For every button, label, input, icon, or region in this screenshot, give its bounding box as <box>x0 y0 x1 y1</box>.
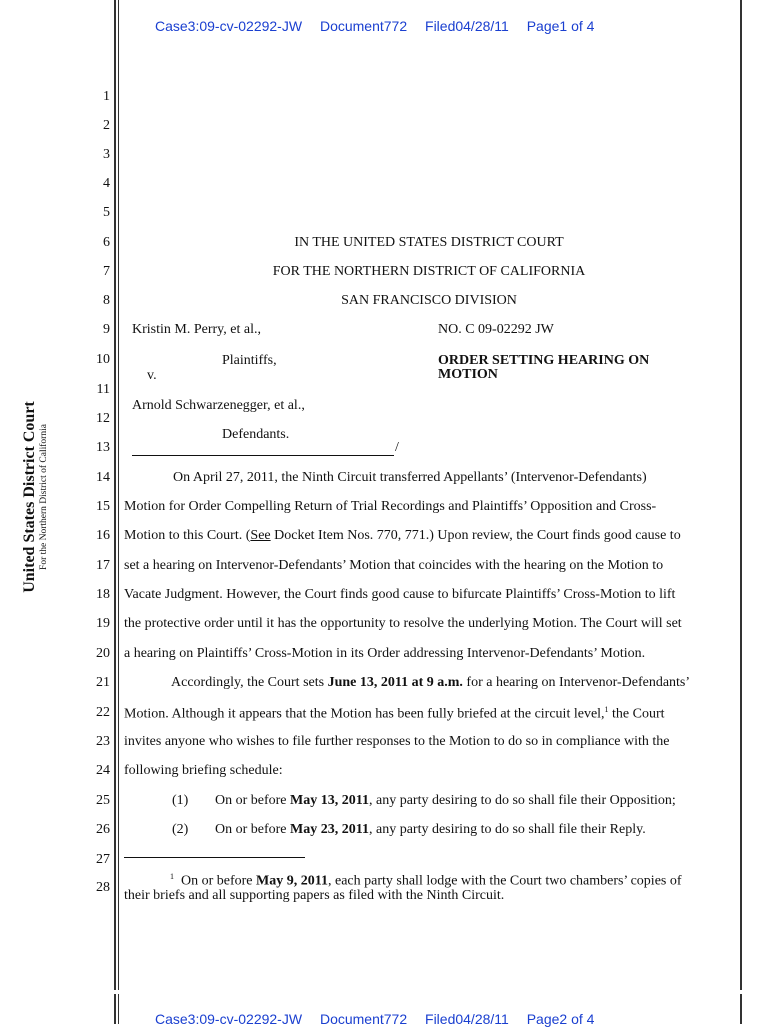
footnote-line-1 <box>170 872 682 890</box>
line-number: 25 <box>96 793 110 808</box>
line-number: 28 <box>96 880 110 895</box>
page-break <box>0 990 768 994</box>
body-line-18: Vacate Judgment. However, the Court finds good cause to bifurcate Plaintiffs’ Cross-Motion to lift <box>124 587 676 602</box>
ecf-header <box>155 18 608 34</box>
left-margin-rule-inner <box>118 0 119 1024</box>
body-line-15: Motion for Order Compelling Return of Trial Recordings and Plaintiffs’ Opposition and Cross- <box>124 499 657 514</box>
line-number: 13 <box>96 440 110 455</box>
body-line-14: On April 27, 2011, the Ninth Circuit transferred Appellants’ (Intervenor-Defendants) <box>173 470 647 485</box>
text-span: Accordingly, the Court sets <box>171 675 328 690</box>
sidebar-subtitle: For the Northern District of California <box>39 424 49 570</box>
text-span: Motion. Although it appears that the Motion has been fully briefed at the circuit level, <box>124 706 605 722</box>
body-line-20: a hearing on Plaintiffs’ Cross-Motion in its Order addressing Intervenor-Defendants’ Motion. <box>124 646 646 661</box>
schedule-item-2 <box>215 822 646 838</box>
text-span: Motion to this Court. ( <box>124 528 251 543</box>
plaintiffs-label: Plaintiffs, <box>222 353 277 368</box>
line-number: 27 <box>96 852 110 867</box>
line-number: 15 <box>96 499 110 514</box>
schedule-item-1-number: (1) <box>172 793 189 808</box>
header-case-number: Case3:09-cv-02292-JW <box>155 18 303 34</box>
text-span: for a hearing on Intervenor-Defendants’ <box>462 675 691 690</box>
left-margin-rule <box>114 0 116 1024</box>
ecf-header-page-2 <box>155 1011 608 1027</box>
line-number: 20 <box>96 646 110 661</box>
footnote-number: 1 <box>170 872 174 881</box>
defendant-name: Arnold Schwarzenegger, et al., <box>132 398 305 413</box>
line-number: 5 <box>103 205 110 220</box>
text-span: the Court <box>608 706 665 722</box>
line-number: 1 <box>103 89 110 104</box>
text-span: Docket Item Nos. 770, 771.) Upon review, the Court finds good cause to <box>270 528 681 543</box>
line-number: 23 <box>96 734 110 749</box>
see-signal: See <box>250 528 271 543</box>
schedule-item-2-number: (2) <box>172 822 189 837</box>
versus: v. <box>147 368 157 383</box>
lodging-date: May 9, 2011 <box>256 873 328 889</box>
header-filed: Filed04/28/11 <box>425 18 509 34</box>
header-document: Document772 <box>319 18 408 34</box>
line-number: 10 <box>96 352 110 367</box>
line-number: 21 <box>96 675 110 690</box>
text-span: On or before <box>215 822 291 837</box>
header-page: Page1 of 4 <box>526 18 595 34</box>
right-margin-rule <box>740 0 742 1024</box>
caption-underline <box>132 455 394 456</box>
line-number: 8 <box>103 293 110 308</box>
opposition-date: May 13, 2011 <box>290 793 369 808</box>
line-number: 9 <box>103 322 110 337</box>
line-number: 14 <box>96 470 110 485</box>
line-number: 18 <box>96 587 110 602</box>
header-page: Page2 of 4 <box>526 1011 595 1027</box>
body-line-22 <box>124 705 665 723</box>
line-number: 19 <box>96 616 110 631</box>
line-number: 6 <box>103 235 110 250</box>
line-number: 17 <box>96 558 110 573</box>
sidebar-title: United States District Court <box>21 401 38 593</box>
plaintiff-name: Kristin M. Perry, et al., <box>132 322 261 337</box>
text-span: , any party desiring to do so shall file their Opposition; <box>368 793 676 808</box>
body-line-21 <box>171 675 690 691</box>
line-number: 12 <box>96 411 110 426</box>
footnote-line-2: their briefs and all supporting papers as filed with the Ninth Circuit. <box>124 888 505 903</box>
footnote-separator <box>124 857 305 858</box>
body-line-23: invites anyone who wishes to file further responses to the Motion to do so in compliance with the <box>124 734 670 749</box>
court-division: SAN FRANCISCO DIVISION <box>341 293 517 308</box>
line-number: 11 <box>96 382 110 397</box>
defendants-label: Defendants. <box>222 427 290 442</box>
body-line-16 <box>124 528 681 544</box>
order-title-cont: MOTION <box>438 367 498 382</box>
schedule-item-1 <box>215 793 676 809</box>
court-name-line-2: FOR THE NORTHERN DISTRICT OF CALIFORNIA <box>272 264 586 279</box>
line-number: 4 <box>103 176 110 191</box>
body-line-17: set a hearing on Intervenor-Defendants’ Motion that coincides with the hearing on the Motion to <box>124 558 664 573</box>
header-filed: Filed04/28/11 <box>425 1011 509 1027</box>
text-span: On or before <box>181 873 257 889</box>
text-span: , any party desiring to do so shall file their Reply. <box>368 822 646 837</box>
reply-date: May 23, 2011 <box>290 822 369 837</box>
header-case-number: Case3:09-cv-02292-JW <box>155 1011 303 1027</box>
line-number: 24 <box>96 763 110 778</box>
line-number: 2 <box>103 118 110 133</box>
case-number: NO. C 09-02292 JW <box>438 322 554 337</box>
court-name-line-1: IN THE UNITED STATES DISTRICT COURT <box>294 235 564 250</box>
hearing-date: June 13, 2011 at 9 a.m. <box>327 675 463 690</box>
body-line-24: following briefing schedule: <box>124 763 283 778</box>
line-number: 7 <box>103 264 110 279</box>
line-number: 16 <box>96 528 110 543</box>
footnote-ref[interactable]: 1 <box>604 705 609 714</box>
order-title: ORDER SETTING HEARING ON <box>438 353 650 368</box>
line-number: 3 <box>103 147 110 162</box>
text-span: On or before <box>215 793 291 808</box>
text-span: , each party shall lodge with the Court two chambers’ copies of <box>327 873 682 889</box>
caption-slash: / <box>395 440 399 455</box>
header-document: Document772 <box>319 1011 408 1027</box>
body-line-19: the protective order until it has the opportunity to resolve the underlying Motion. The Court will set <box>124 616 682 631</box>
line-number: 26 <box>96 822 110 837</box>
court-sidebar <box>21 392 49 602</box>
line-number: 22 <box>96 705 110 720</box>
